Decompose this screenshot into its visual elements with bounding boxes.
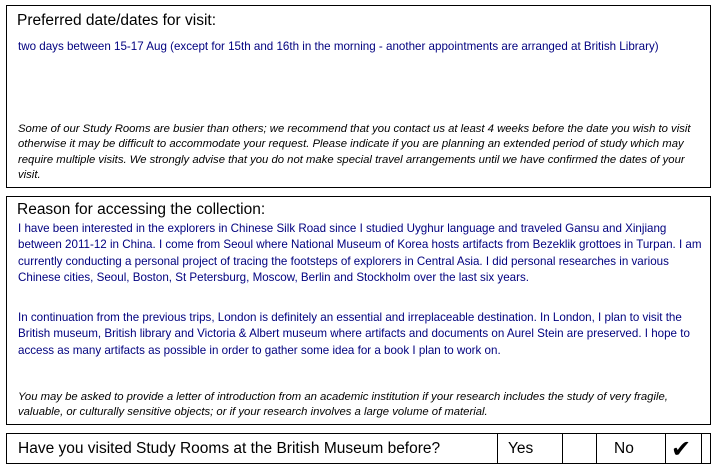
yes-label: Yes <box>508 440 534 457</box>
no-label: No <box>614 440 634 457</box>
check-mark-icon: ✔ <box>671 435 692 463</box>
reason-note: You may be asked to provide a letter of introduction from an academic institution if your research includes the study of very fragile, valuable, or culturally sensitive objects; or if your research involves a large volume of material. <box>18 391 668 419</box>
visited-before-question: Have you visited Study Rooms at the British Museum before? <box>18 440 441 457</box>
reason-answer-paragraph-1[interactable]: I have been interested in the explorers in Chinese Silk Road since I studied Uyghur language and traveled Gansu and Xinjiang between 2011-12 in China. I come from Seoul where National Museum of Korea hosts artifacts from Bezeklik grottoes in Turpan. I am currently conducting a personal project of tracing the footsteps of explorers in Central Asia. I did personal researches in various Chinese cities, Seoul, Boston, St Petersburg, Moscow, Berlin and Stockholm over the last six years. <box>18 222 702 284</box>
divider <box>596 434 597 463</box>
visited-before-section <box>6 433 711 464</box>
divider <box>497 434 498 463</box>
visit-dates-answer[interactable]: two days between 15-17 Aug (except for 15th and 16th in the morning - another appointments are arranged at British Library) <box>18 40 659 53</box>
reason-section <box>6 196 711 425</box>
visit-dates-section <box>6 5 711 188</box>
divider <box>701 434 702 463</box>
reason-answer-paragraph-2[interactable]: In continuation from the previous trips, London is definitely an essential and irreplaceable destination. In London, I plan to visit the British museum, British library and Victoria & Albert museum where artifacts and documents on Aurel Stein are preserved. I hope to access as many artifacts as possible in order to gather some idea for a book I plan to work on. <box>18 311 690 357</box>
yes-checkbox[interactable] <box>563 434 596 463</box>
reason-heading: Reason for accessing the collection: <box>17 201 266 218</box>
visit-dates-note: Some of our Study Rooms are busier than others; we recommend that you contact us at least 4 weeks before the date you wish to visit otherwise it may be difficult to accommodate your request. Please indicate if you are planning an extended period of study which may require multiple visits. We strongly advise that you do not make special travel arrangements until we have confirmed the dates of your visit. <box>18 123 691 181</box>
visit-dates-heading: Preferred date/dates for visit: <box>17 12 217 29</box>
no-checkbox[interactable] <box>666 434 699 463</box>
